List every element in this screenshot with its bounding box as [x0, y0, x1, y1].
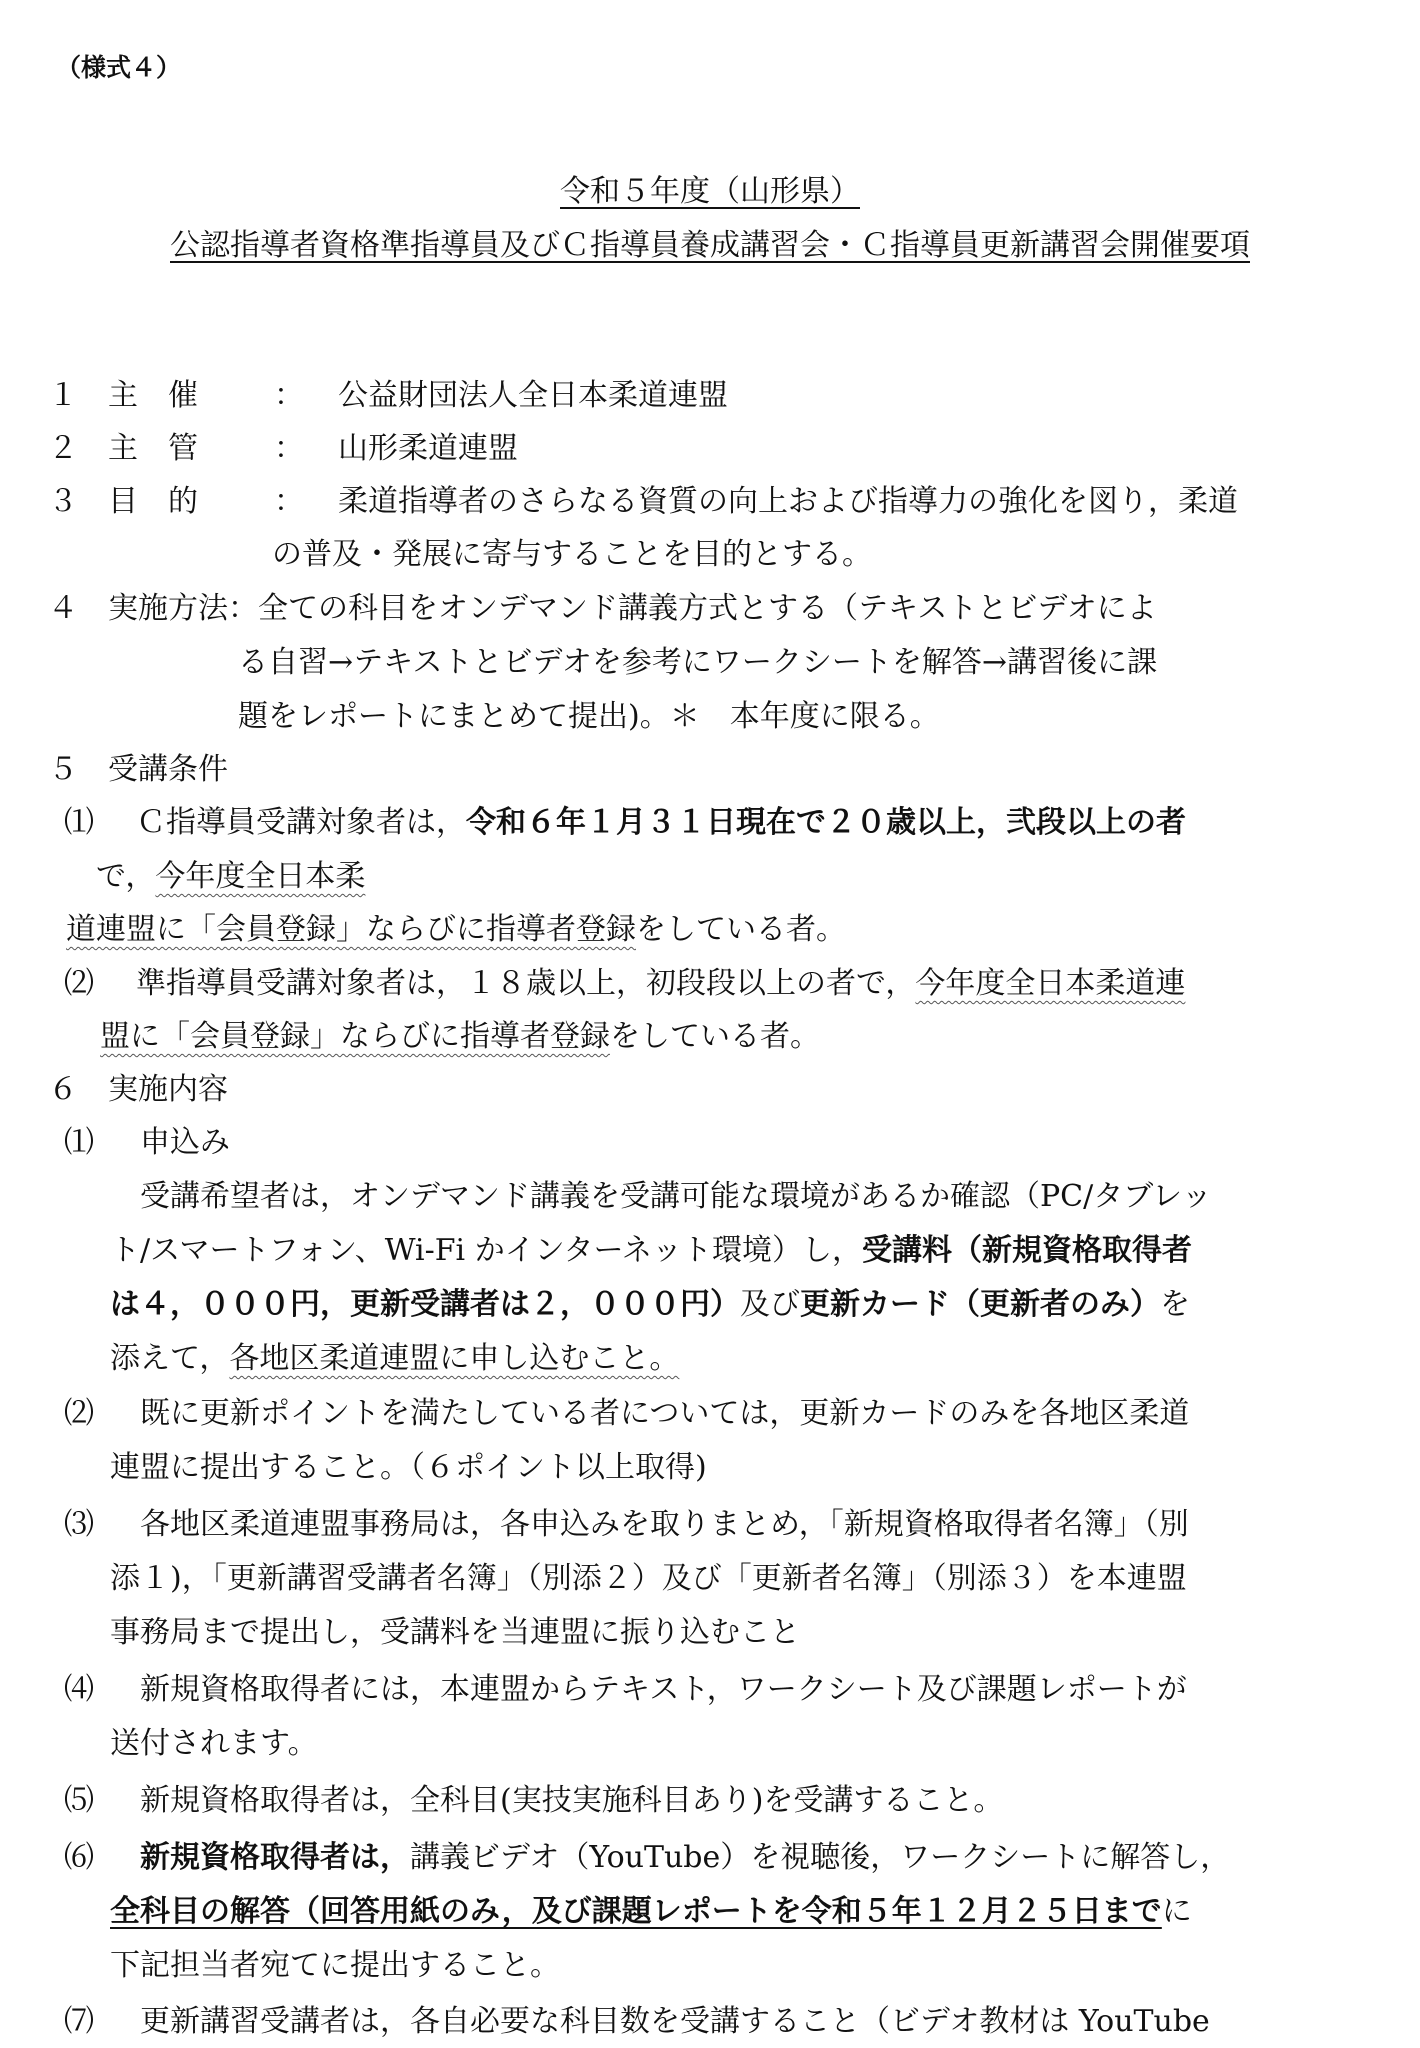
section-6-item-2: ⑵ 既に更新ポイントを満たしている者については，更新カードのみを各地区柔道 [64, 1396, 1190, 1431]
section-5-item-1-cont-1: で，今年度全日本柔 [96, 859, 366, 894]
section-5-item-2-cont: 盟に「会員登録」ならびに指導者登録をしている者。 [100, 1019, 820, 1054]
title-line-1: 令和５年度（山形県） [560, 174, 860, 209]
section-6-item-7: ⑺ 更新講習受講者は，各自必要な科目数を受講すること（ビデオ教材は YouTube [64, 2004, 1210, 2039]
section-6-heading: ６ 実施内容 [48, 1072, 228, 1107]
section-6-item-1-title: ⑴ 申込み [64, 1125, 230, 1160]
section-1-organizer: １ 主 催 ： 公益財団法人全日本柔道連盟 [48, 378, 728, 413]
section-5-item-2: ⑵ 準指導員受講対象者は，１８歳以上，初段段以上の者で，今年度全日本柔道連 [64, 966, 1186, 1001]
section-4-method-cont-2: 題をレポートにまとめて提出)。＊ 本年度に限る。 [238, 699, 940, 734]
section-6-item-4: ⑷ 新規資格取得者には，本連盟からテキスト，ワークシート及び課題レポートが [64, 1672, 1187, 1707]
section-6-item-1-line-2: ト/スマートフォン、Wi-Fi かインターネット環境）し，受講料（新規資格取得者 [110, 1233, 1192, 1268]
section-6-item-3-cont-2: 事務局まで提出し，受講料を当連盟に振り込むこと [110, 1615, 800, 1650]
section-4-method-cont-1: る自習→テキストとビデオを参考にワークシートを解答→講習後に課 [238, 645, 1158, 680]
section-2-manager: ２ 主 管 ： 山形柔道連盟 [48, 431, 518, 466]
section-5-item-1-cont-2: 道連盟に「会員登録」ならびに指導者登録をしている者。 [66, 912, 846, 947]
section-6-item-4-cont: 送付されます。 [110, 1726, 318, 1761]
section-6-item-2-cont: 連盟に提出すること。（６ポイント以上取得) [110, 1450, 707, 1485]
section-6-item-1-line-4: 添えて，各地区柔道連盟に申し込むこと。 [110, 1341, 680, 1376]
section-6-item-6-cont-2: 下記担当者宛てに提出すること。 [110, 1948, 560, 1983]
section-6-item-1-line-3: は４，０００円，更新受講者は２，０００円）及び更新カード（更新者のみ）を [110, 1287, 1190, 1322]
section-6-item-6: ⑹ 新規資格取得者は，講義ビデオ（YouTube）を視聴後，ワークシートに解答し， [64, 1840, 1231, 1875]
section-3-purpose: ３ 目 的 ： 柔道指導者のさらなる資質の向上および指導力の強化を図り，柔道 [48, 484, 1238, 519]
section-5-heading: ５ 受講条件 [48, 752, 228, 787]
section-4-method: ４ 実施方法：全ての科目をオンデマンド講義方式とする（テキストとビデオによ [48, 591, 1157, 626]
form-number-tag: （様式４） [56, 53, 182, 82]
section-6-item-5: ⑸ 新規資格取得者は，全科目(実技実施科目あり)を受講すること。 [64, 1783, 1004, 1818]
section-5-item-1: ⑴ Ｃ指導員受講対象者は，令和６年１月３１日現在で２０歳以上，弐段以上の者 [64, 805, 1186, 840]
section-6-item-6-cont-1: 全科目の解答（回答用紙のみ，及び課題レポートを令和５年１２月２５日までに [110, 1894, 1192, 1929]
section-6-item-3: ⑶ 各地区柔道連盟事務局は，各申込みを取りまとめ，「新規資格取得者名簿」（別 [64, 1507, 1189, 1542]
section-6-item-1-line-1: 受講希望者は，オンデマンド講義を受講可能な環境があるか確認（PC/タブレッ [140, 1179, 1212, 1214]
section-6-item-3-cont-1: 添１)，「更新講習受講者名簿」（別添２）及び「更新者名簿」（別添３）を本連盟 [110, 1561, 1187, 1596]
title-line-2: 公認指導者資格準指導員及びＣ指導員養成講習会・Ｃ指導員更新講習会開催要項 [170, 228, 1250, 263]
section-3-purpose-cont: の普及・発展に寄与することを目的とする。 [272, 537, 872, 572]
